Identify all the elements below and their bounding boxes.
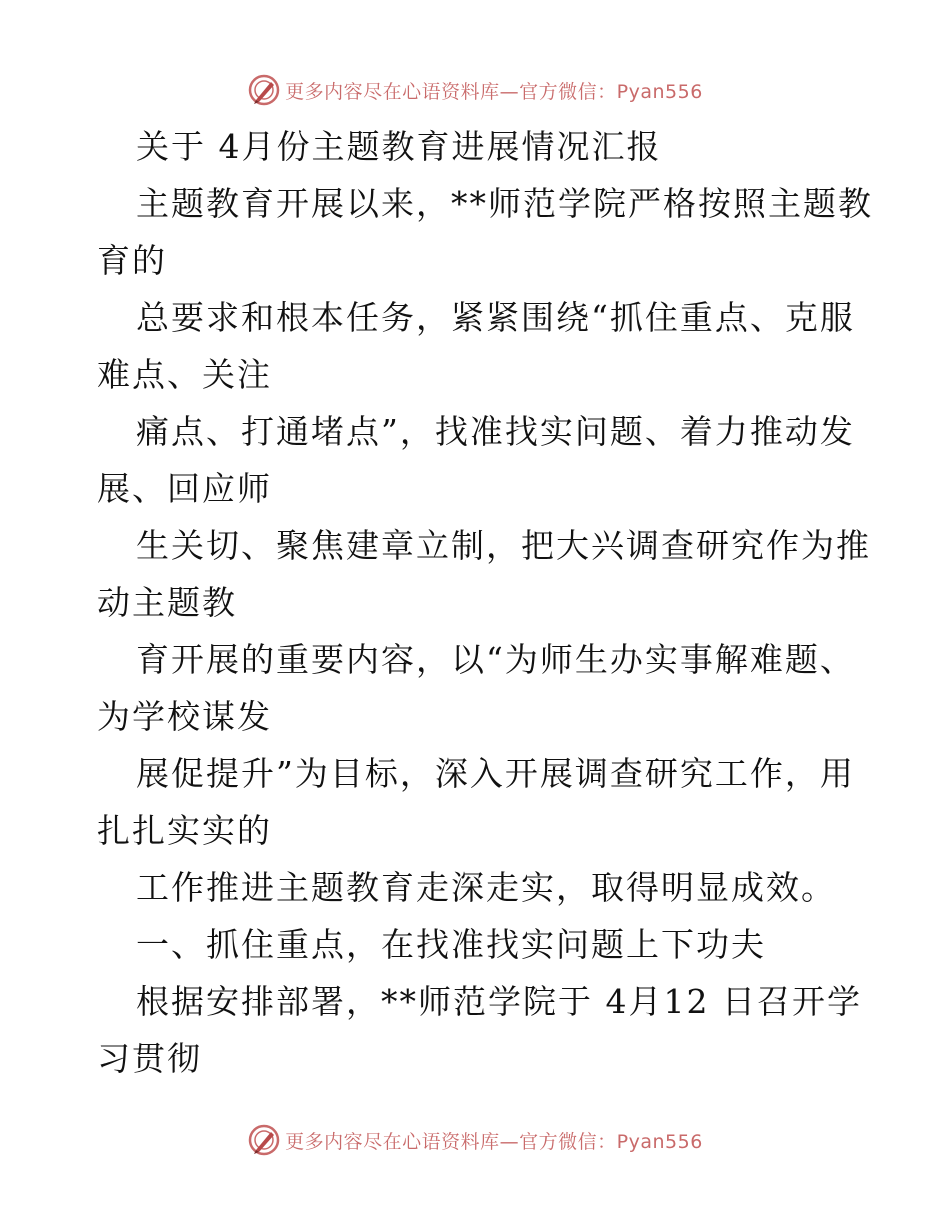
text-line: 习贯彻 bbox=[97, 1039, 202, 1078]
text-line: 扎扎实实的 bbox=[97, 811, 272, 850]
pen-logo-icon bbox=[247, 73, 281, 107]
text-line: 为学校谋发 bbox=[97, 697, 272, 736]
text-line: 生关切、聚焦建章立制，把大兴调查研究作为推 bbox=[136, 526, 871, 565]
text-line: 关于 4月份主题教育进展情况汇报 bbox=[136, 127, 662, 166]
text-line: 展促提升”为目标，深入开展调查研究工作，用 bbox=[136, 754, 855, 793]
text-line: 难点、关注 bbox=[97, 355, 272, 394]
footer-watermark bbox=[0, 1120, 950, 1160]
text-line: 育的 bbox=[97, 241, 167, 280]
pen-logo-icon bbox=[247, 1123, 281, 1157]
text-line: 展、回应师 bbox=[97, 469, 272, 508]
header-watermark bbox=[0, 70, 950, 110]
watermark-text: 更多内容尽在心语资料库—官方微信：Pyan556 bbox=[285, 1130, 703, 1153]
document-body bbox=[97, 118, 873, 1087]
text-line: 工作推进主题教育走深走实，取得明显成效。 bbox=[136, 868, 836, 907]
section-heading: 一、抓住重点，在找准找实问题上下功夫 bbox=[136, 925, 766, 964]
text-line: 育开展的重要内容，以“为师生办实事解难题、 bbox=[136, 640, 855, 679]
text-line: 总要求和根本任务，紧紧围绕“抓住重点、克服 bbox=[136, 298, 855, 337]
watermark-text: 更多内容尽在心语资料库—官方微信：Pyan556 bbox=[285, 80, 703, 103]
text-line: 根据安排部署，**师范学院于 4月12 日召开学 bbox=[136, 982, 862, 1021]
text-line: 主题教育开展以来，**师范学院严格按照主题教 bbox=[136, 184, 873, 223]
text-line: 痛点、打通堵点”，找准找实问题、着力推动发 bbox=[136, 412, 855, 451]
text-line: 动主题教 bbox=[97, 583, 237, 622]
